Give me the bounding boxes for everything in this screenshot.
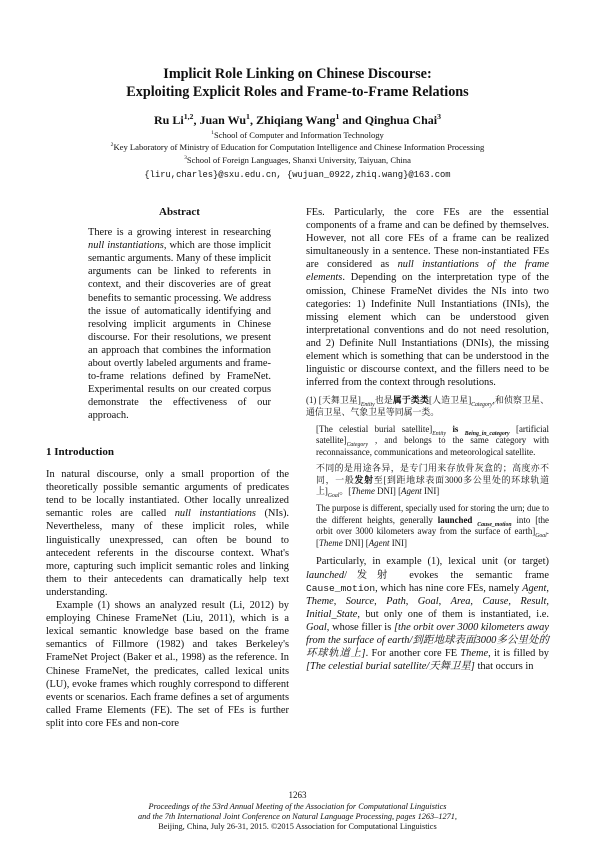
affiliation-1: $^1$School of Computer and Information Technology xyxy=(211,130,384,140)
paper-title-line2: Exploiting Explicit Roles and Frame-to-Frame Relations xyxy=(126,84,469,100)
intro-paragraph-2: Example (1) shows an analyzed result (Li, 2012) by employing Chinese FrameNet (Liu, 2011), which is a lexical semantic knowledge base based on the frame semantics of Fillmore (1982) and takes Berkeley's FrameNet Project (Baker et al., 1998) as the reference. In Chinese FrameNet, the predicates, called lexical units (LU), evoke frames which roughly correspond to different events or scenarios. Each frame defines a set of arguments called Frame Elements (FE). The set of FEs is further split into core FEs and non-core xyxy=(46,600,289,729)
right-column xyxy=(306,206,549,673)
abstract-text: There is a growing interest in researching null instantiations, which are those implicit semantic arguments. Many of these implicit arguments can be linked to referents in context, and their discoveries are of great benefits to semantic processing. We address the issue of automatically identifying and resolving implicit arguments in Chinese discourse. For their resolutions, we present an approach that combines the information about overtly labeled arguments and frame-to-frame relations defined by FrameNet. Experimental results on our created corpus demonstrate the effectiveness of our approach. xyxy=(88,227,271,422)
example-chinese-2: 不同的是用途各异，是专门用来存放骨灰盒的；高度亦不同，一般发射至[到距地球表面3000多公里处的环球轨道上]$_{Goal}$。[Theme DNI] [Agent INI] xyxy=(316,463,549,500)
right-paragraph-2: Particularly, in example (1), lexical unit (or target) launched/发射 evokes the semantic frame Cause_motion, which has nine core FEs, namely Agent, Theme, Source, Path, Goal, Area, Cause, Result, Initial_State, but only one of them is instantiated, i.e. Goal, whose filler is [the orbit over 3000 kilometers away from the surface of earth/到距地球表面3000多公里处的环球轨道上]. For another core FE Theme, it is filled by [The celestial burial satellite/天舞卫星] that occurs in xyxy=(306,556,550,673)
author-emails: {liru,charles}@sxu.edu.cn, {wujuan_0922,zhiq.wang}@163.com xyxy=(144,170,451,180)
right-paragraph-1: FEs. Particularly, the core FEs are the essential components of a frame and can be defined by themselves. However, not all core FEs of a frame can be realized simultaneously in a sentence. These non-instantiated FEs are considered as null instantiations of the frame elements. Depending on the interpretation type of the omission, Chinese FrameNet divides the NIs into two categories: 1) Indefinite Null Instantiations (INIs), the missing element which can be understood given interpretational conventions and do not need resolution, and 2) Definite Null Instantiations (DNIs), the missing element which is something that can be understood in the linguistic or discourse context, and the fillers need to be inferred from the context through resolutions. xyxy=(306,207,550,389)
intro-paragraph-1: In natural discourse, only a small proportion of the theoretically possible semantic arguments of predicates tend to be locally instantiated. Other locally unrealized semantic roles are called null instantiations (NIs). Nevertheless, many of these implicit roles, while linguistically unexpressed, can often be bound to antecedent referents in the discourse context. What's more, capturing such implicit semantic roles and linking them to their antecedents can dramatically help text understanding. xyxy=(46,469,289,598)
author-list: Ru Li$^{1,2}$, Juan Wu$^1$, Zhiqiang Wang$^1$ and Qinghua Chai$^3$ xyxy=(154,112,441,127)
page-number: 1263 xyxy=(288,790,307,800)
example-chinese-1: (1) [天舞卫星]$_{Entity}$也是属于类类[人造卫星]$_{Category}$,和侦察卫星、通信卫星、气象卫星等同属一类。 xyxy=(306,395,549,417)
footer-line-3: Beijing, China, July 26-31, 2015. ©2015 Association for Computational Linguistics xyxy=(158,822,437,831)
example-1 xyxy=(306,395,549,549)
paper-title-line1: Implicit Role Linking on Chinese Discourse: xyxy=(163,66,432,82)
affiliation-2: $^2$Key Laboratory of Ministry of Education for Computation Intelligence and Chinese Information Processing xyxy=(110,142,485,152)
abstract-section xyxy=(88,206,271,423)
example-english-2: The purpose is different, specially used for storing the urn; due to the different heights, generally launched $_{Cause\_motion}$ into [the orbit over 3000 kilometers away from the surface of $earth]_{Goal}$. [Theme DNI] [Agent INI] xyxy=(316,503,549,548)
intro-heading: 1 Introduction xyxy=(46,446,114,458)
affiliation-3: $^3$School of Foreign Languages, Shanxi University, Taiyuan, China xyxy=(184,155,411,165)
footer-line-2: and the 7th International Joint Conference on Natural Language Processing, pages 1263–1271, xyxy=(137,812,458,821)
footer-line-1: Proceedings of the 53rd Annual Meeting of the Association for Computational Linguistics xyxy=(148,802,447,811)
abstract-heading: Abstract xyxy=(159,206,200,218)
example-english-1: [The celestial burial $satellite]_{Entity}$ is $_{Being\_in\_category}$ [artificial $satellite]_{Category}$ , and belongs to the same category with reconnaissance, communications and meteorological satellite. xyxy=(316,423,549,457)
introduction-section xyxy=(46,446,289,730)
